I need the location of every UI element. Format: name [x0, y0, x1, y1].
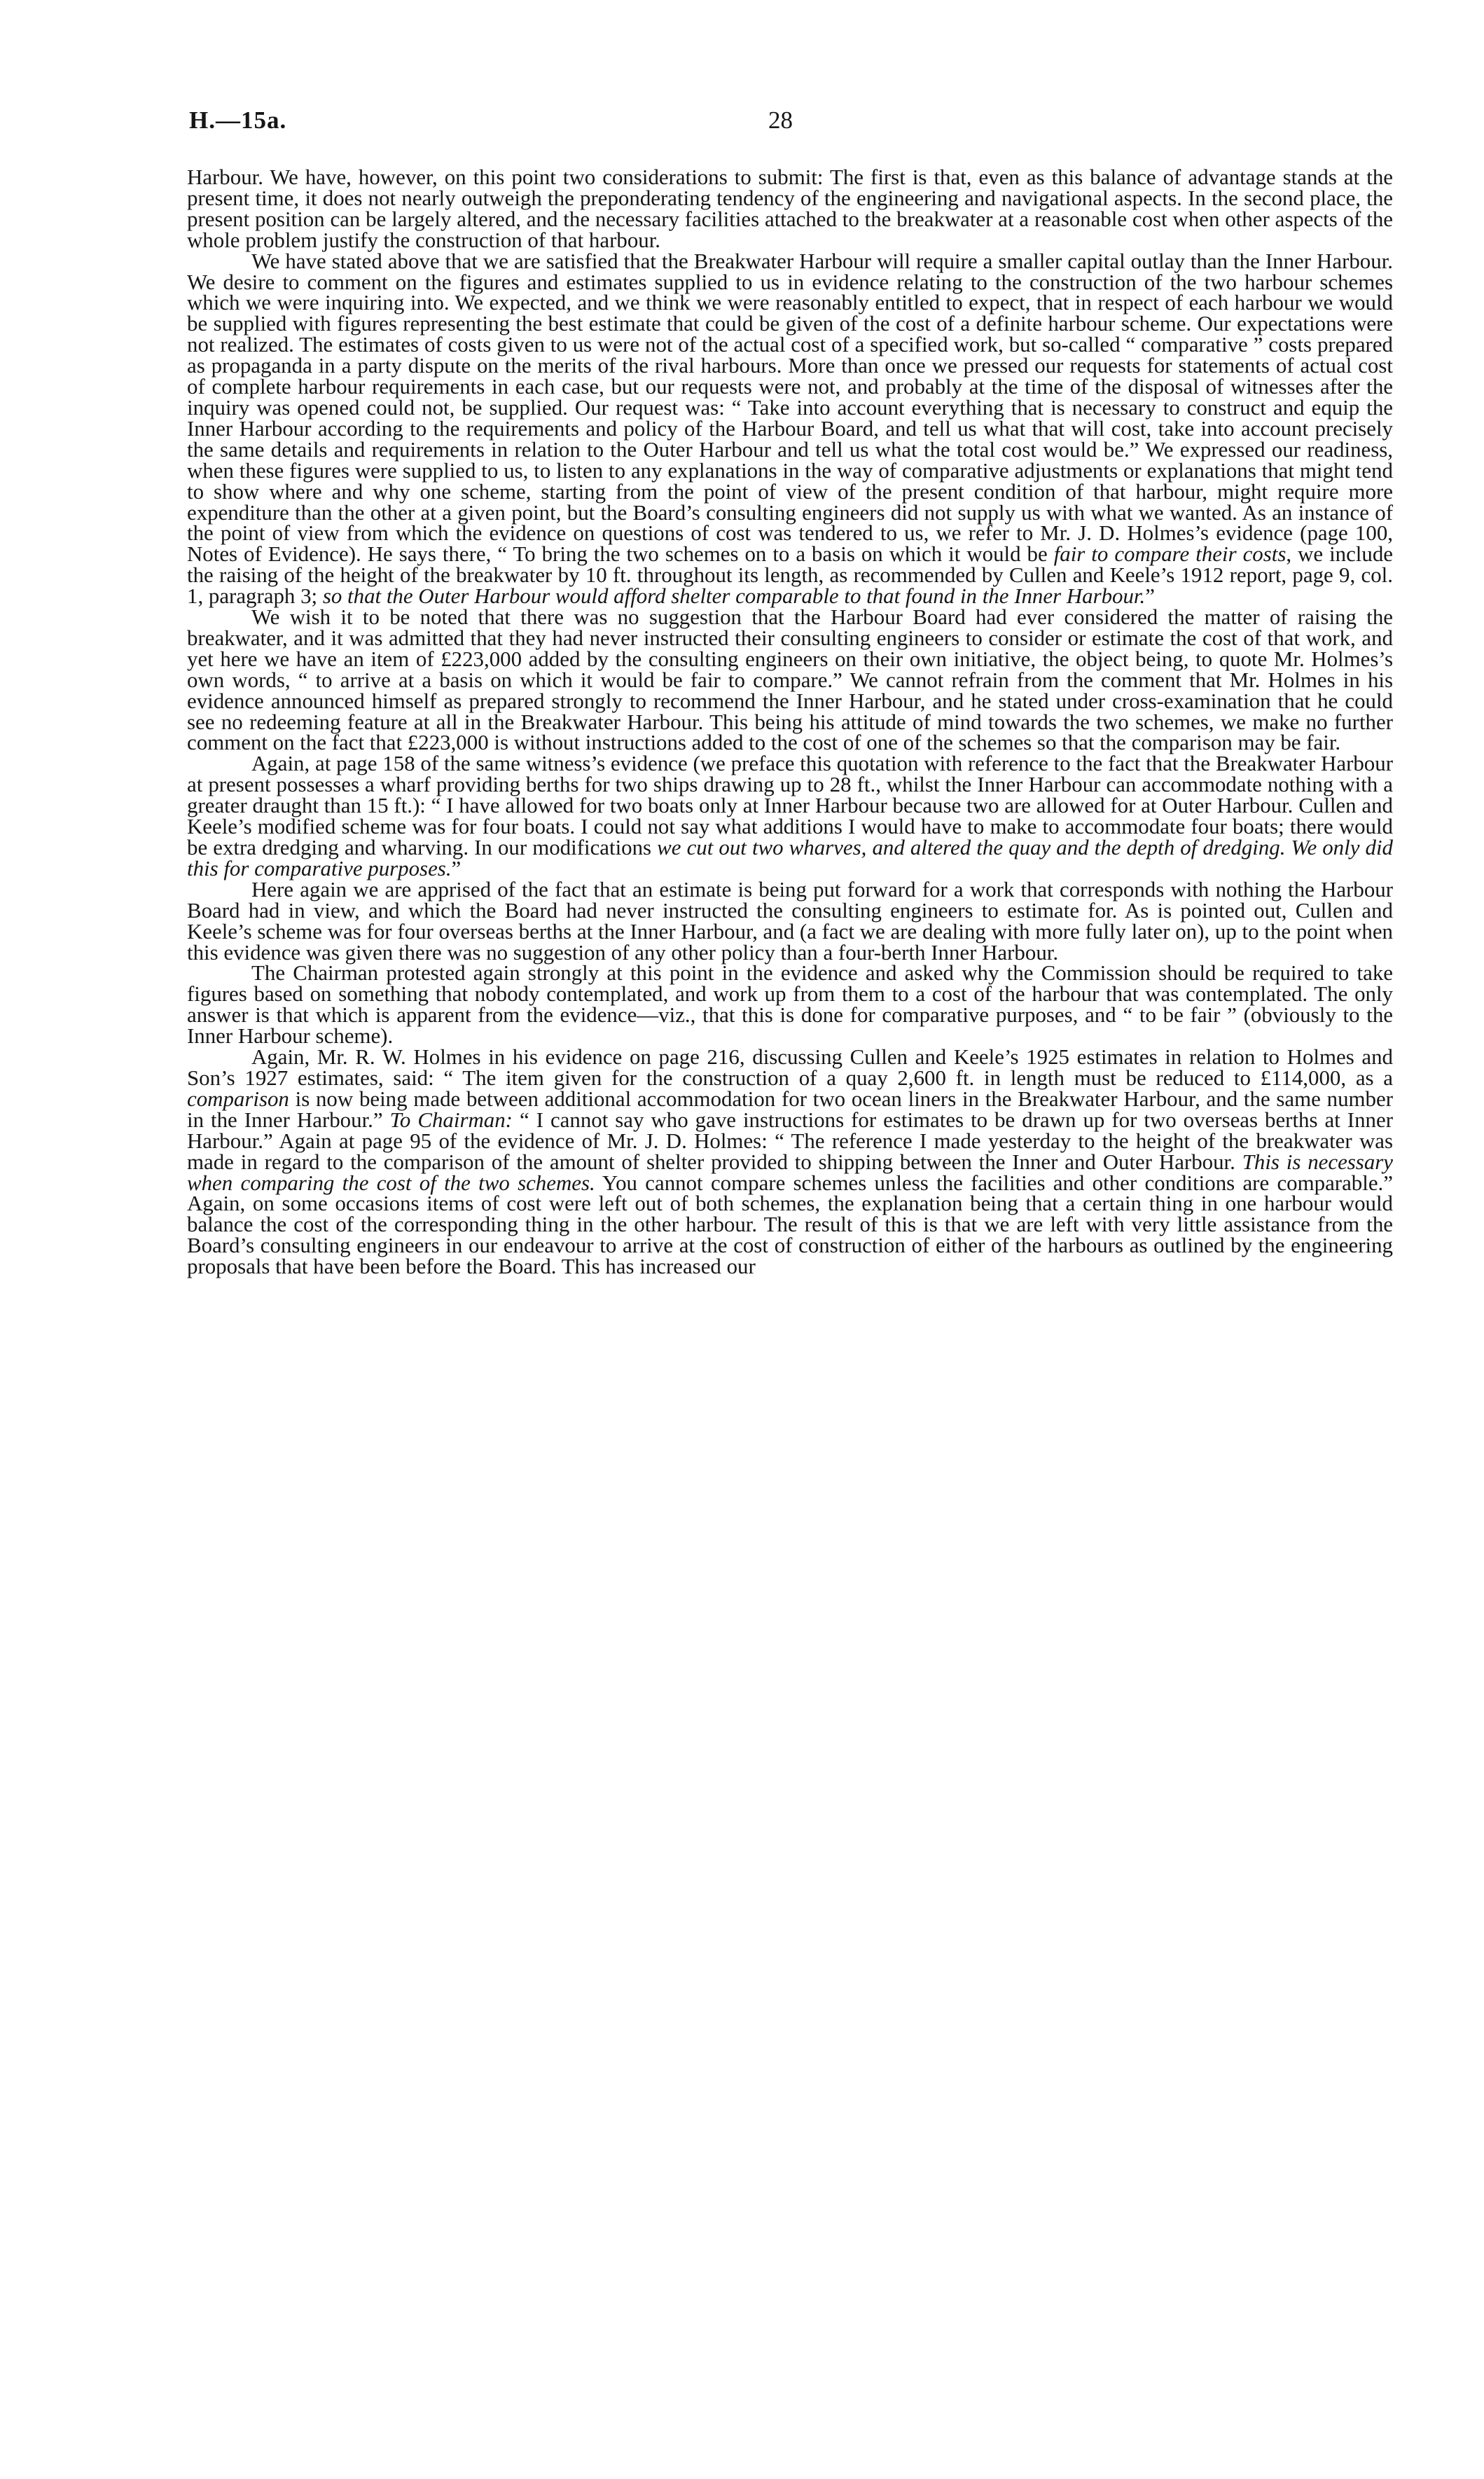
- text-run: , we include the raising of the height of the breakwater by 10 ft. throughout its length, as recommended by Cullen and Keele’s 1912 report, page 9, col. 1, paragraph 3;: [187, 541, 1393, 609]
- document-reference: H.—15a.: [189, 106, 287, 134]
- italic-text-run: fair to compare their costs: [1053, 541, 1287, 567]
- paragraph: [187, 1044, 1394, 1279]
- text-run: is now being made between additional accommodation for two ocean liners in the Breakwater Harbour, and the same number in the Inner Harbour.”: [187, 1086, 1393, 1132]
- text-run: ”: [451, 855, 462, 881]
- italic-text-run: so that the Outer Harbour would afford shelter comparable to that found in the Inner Harbour.: [322, 584, 1146, 609]
- italic-text-run: comparison: [187, 1086, 289, 1111]
- text-run: ”: [1145, 584, 1155, 609]
- paragraph: [187, 248, 1393, 609]
- italic-text-run: we cut out two wharves, and altered the quay and the depth of dredging. We only did this for comparative purposes.: [187, 835, 1393, 881]
- paragraph: [187, 167, 1393, 251]
- paragraph: [187, 607, 1393, 753]
- italic-text-run: To Chairman:: [389, 1107, 513, 1132]
- text-run: Harbour. We have, however, on this point two considerations to submit: The first is that, even as this balance of advantage stands at the present time, it does not nearly outweigh the preponderating tendency of the engineering and navigational aspects. In the second place, the present position can be largely altered, and the necessary facilities attached to the breakwater at a reasonable cost when other aspects of the whole problem justify the construction of that harbour.: [187, 165, 1393, 252]
- document-page: [187, 105, 1393, 2459]
- paragraph: [187, 962, 1393, 1047]
- text-run: We have stated above that we are satisfied that the Breakwater Harbour will require a smaller capital outlay than the Inner Harbour. We desire to comment on the figures and estimates supplied to us in evidence relating to the construction of the two harbour schemes which we were inquiring into. We expected, and we think we were reasonably entitled to expect, that in respect of each harbour we would be supplied with figures representing the best estimate that could be given of the cost of a definite harbour scheme. Our expectations were not realized. The estimates of costs given to us were not of the actual cost of a specified work, but so-called “ comparative ” costs prepared as propaganda in a party dispute on the merits of the rival harbours. More than once we pressed our requests for statements of actual cost of complete harbour requirements in each case, but our requests were not, and probably at the time of the disposal of witnesses after the inquiry was opened could not, be supplied. Our request was: “ Take into account everything that is necessary to construct and equip the Inner Harbour according to the requirements and policy of the Harbour Board, and tell us what that will cost, take into account precisely the same details and requirements in relation to the Outer Harbour and tell us what the total cost would be.” We expressed our readiness, when these figures were supplied to us, to listen to any explanations in the way of comparative adjustments or explanations that might tend to show where and why one scheme, starting from the point of view of the present condition of that harbour, might require more expenditure than the other at a given point, but the Board’s consulting engineers did not supply us with what we wanted. As an instance of the point of view from which the evidence on questions of cost was tendered to us, we refer to Mr. J. D. Holmes’s evidence (page 100, Notes of Evidence). He says there, “ To bring the two schemes on to a basis on which it would be: [187, 248, 1393, 567]
- paragraph: [187, 751, 1393, 881]
- text-run: We wish it to be noted that there was no suggestion that the Harbour Board had ever considered the matter of raising the breakwater, and it was admitted that they had never instructed their consulting engineers to consider or estimate the cost of that work, and yet here we have an item of £223,000 added by the consulting engineers on their own initiative, the object being, to quote Mr. Holmes’s own words, “ to arrive at a basis on which it would be fair to compare.” We cannot refrain from the comment that Mr. Holmes in his evidence announced himself as prepared strongly to recommend the Inner Harbour, and he stated under cross-examination that he could see no redeeming feature at all in the Breakwater Harbour. This being his attitude of mind towards the two schemes, we make no further comment on the fact that £223,000 is without instructions added to the cost of one of the schemes so that the comparison may be fair.: [187, 605, 1393, 755]
- text-run: Here again we are apprised of the fact that an estimate is being put forward for a work that corresponds with nothing the Harbour Board had in view, and which the Board had never instructed the consulting engineers to estimate for. As is pointed out, Cullen and Keele’s scheme was for four overseas berths at the Inner Harbour, and (a fact we are dealing with more fully later on), up to the point when this evidence was given there was no suggestion of any other policy than a four-berth Inner Harbour.: [187, 876, 1393, 965]
- text-run: You cannot compare schemes unless the facilities and other conditions are comparable.” Again, on some occasions items of cost were left out of both schemes, the explanation being that a certain thing in one harbour would balance the cost of the corresponding thing in the other harbour. The result of this is that we are left with very little assistance from the Board’s consulting engineers in our endeavour to arrive at the cost of construction of either of the harbours as outlined by the engineering proposals that have been before the Board. This has increased our: [187, 1170, 1393, 1279]
- text-run: The Chairman protested again strongly at this point in the evidence and asked why the Commission should be required to take figures based on something that nobody contemplated, and work up from them to a cost of the harbour that was contemplated. The only answer is that which is apparent from the evidence—viz., that this is done for comparative purposes, and “ to be fair ” (obviously to the Inner Harbour scheme).: [187, 960, 1393, 1049]
- page-number: 28: [768, 106, 793, 134]
- text-run: “ I cannot say who gave instructions for estimates to be drawn up for two overseas berths at Inner Harbour.” Again at page 95 of the evidence of Mr. J. D. Holmes: “ The reference I made yesterday to the height of the breakwater was made in regard to the comparison of the amount of shelter provided to shipping between the Inner and Outer Harbour.: [187, 1107, 1393, 1174]
- body-text: [187, 167, 1393, 1277]
- text-run: Again, Mr. R. W. Holmes in his evidence on page 216, discussing Cullen and Keele’s 1925 estimates in relation to Holmes and Son’s 1927 estimates, said: “ The item given for the construction of a quay 2,600 ft. in length must be reduced to £114,000, as a: [187, 1044, 1393, 1090]
- paragraph: [187, 876, 1393, 965]
- text-run: Again, at page 158 of the same witness’s evidence (we preface this quotation with reference to the fact that the Breakwater Harbour at present possesses a wharf providing berths for two ships drawing up to 28 ft., whilst the Inner Harbour can accommodate nothing with a greater draught than 15 ft.): “ I have allowed for two boats only at Inner Harbour because two are allowed for at Outer Harbour. Cullen and Keele’s modified scheme was for four boats. I could not say what additions I would have to make to accommodate four boats; there would be extra dredging and wharving. In our modifications: [187, 751, 1393, 859]
- page-header: [187, 105, 1393, 150]
- italic-text-run: This is necessary when comparing the cost of the two schemes.: [187, 1149, 1394, 1195]
